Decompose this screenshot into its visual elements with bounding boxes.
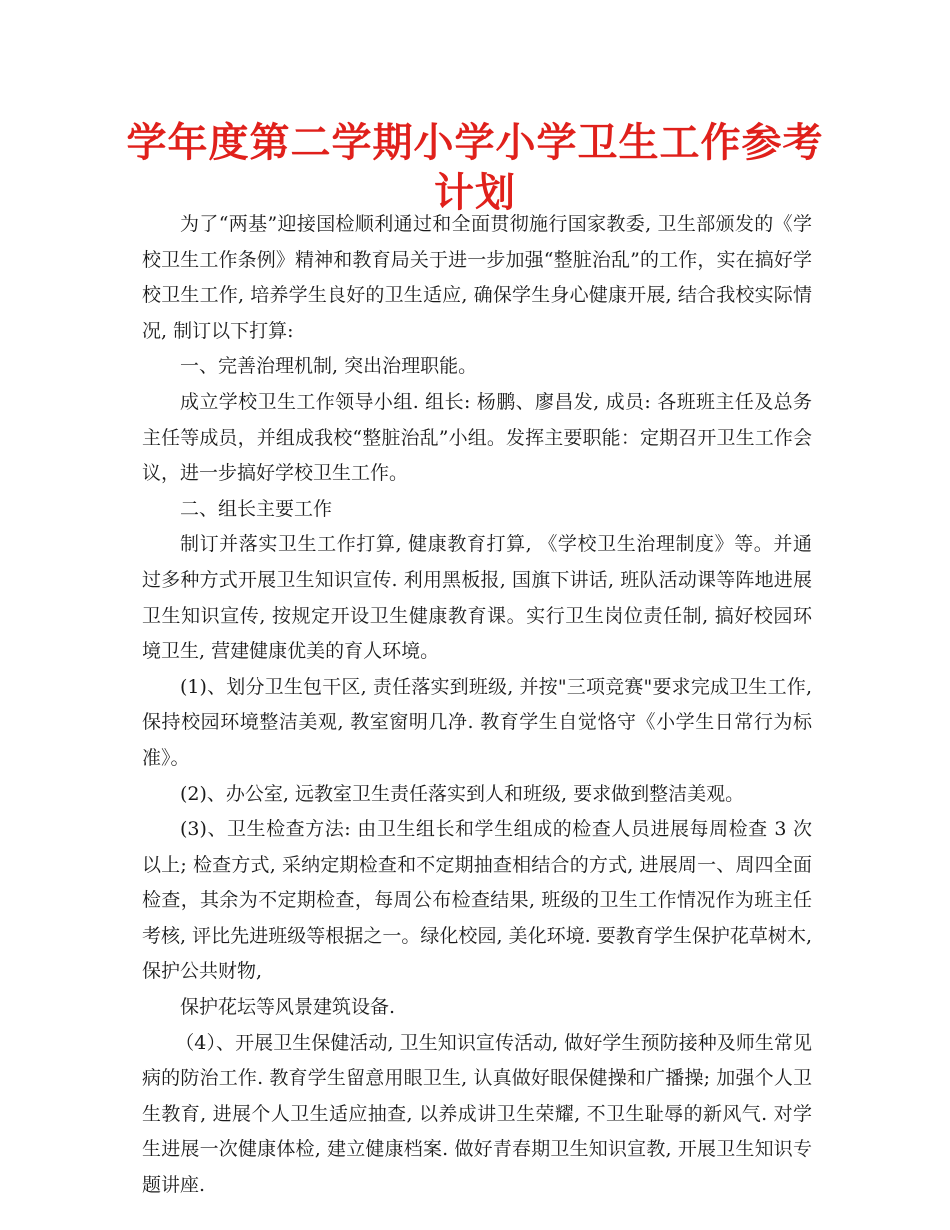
list-item-3: (3)、卫生检查方法: 由卫生组长和学生组成的检查人员进展每周检查 3 次以上; 检查方式, 采纳定期检查和不定期抽查相结合的方式, 进展周一、周四全面检查，其余为不定期检查，每周公布检查结果, 班级的卫生工作情况作为班主任考核, 评比先进班级等根据之一。绿化校园, 美化环境. 要教育学生保护花草树木, 保护公共财物,	[142, 818, 812, 983]
paragraph-intro: 为了“两基”迎接国检顺利通过和全面贯彻施行国家教委, 卫生部颁发的《学校卫生工作条例》精神和教育局关于进一步加强“整脏治乱”的工作，实在搞好学校卫生工作, 培养学生良好的卫生适应, 确保学生身心健康开展, 结合我校实际情况, 制订以下打算:	[142, 213, 812, 342]
section-heading-2: 二、组长主要工作	[180, 497, 333, 520]
paragraph-leader-work: 制订并落实卫生工作打算, 健康教育打算, 《学校卫生治理制度》等。并通过多种方式开展卫生知识宣传. 利用黑板报, 国旗下讲话, 班队活动课等阵地进展卫生知识宣传, 按规定开设卫生健康教育课。实行卫生岗位责任制, 搞好校园环境卫生, 营建健康优美的育人环境。	[142, 533, 812, 663]
list-item-2: (2)、办公室, 远教室卫生责任落实到人和班级, 要求做到整洁美观。	[180, 782, 745, 805]
section-heading-1: 一、完善治理机制, 突出治理职能。	[180, 355, 478, 378]
paragraph-leadership-group: 成立学校卫生工作领导小组. 组长: 杨鹏、廖昌发, 成员: 各班班主任及总务主任等成员，并组成我校“整脏治乱”小组。发挥主要职能：定期召开卫生工作会议，进一步搞好学校卫生工作。	[142, 390, 812, 485]
list-item-1: (1)、划分卫生包干区, 责任落实到班级, 并按"三项竞赛"要求完成卫生工作, 保持校园环境整洁美观, 教室窗明几净. 教育学生自觉恪守《小学生日常行为标准》。	[142, 675, 812, 769]
list-item-4: （4）、开展卫生保健活动, 卫生知识宣传活动, 做好学生预防接种及师生常见病的防治工作. 教育学生留意用眼卫生, 认真做好眼保健操和广播操; 加强个人卫生教育, 进展个人卫生适应抽查, 以养成讲卫生荣耀, 不卫生耻辱的新风气. 对学生进展一次健康体检, 建立健康档案. 做好青春期卫生知识宣教, 开展卫生知识专题讲座.	[142, 1031, 812, 1197]
document-title: 学年度第二学期小学小学卫生工作参考计划	[126, 120, 824, 216]
document-body	[142, 207, 812, 1204]
paragraph-continuation: 保护花坛等风景建筑设备.	[180, 996, 396, 1019]
